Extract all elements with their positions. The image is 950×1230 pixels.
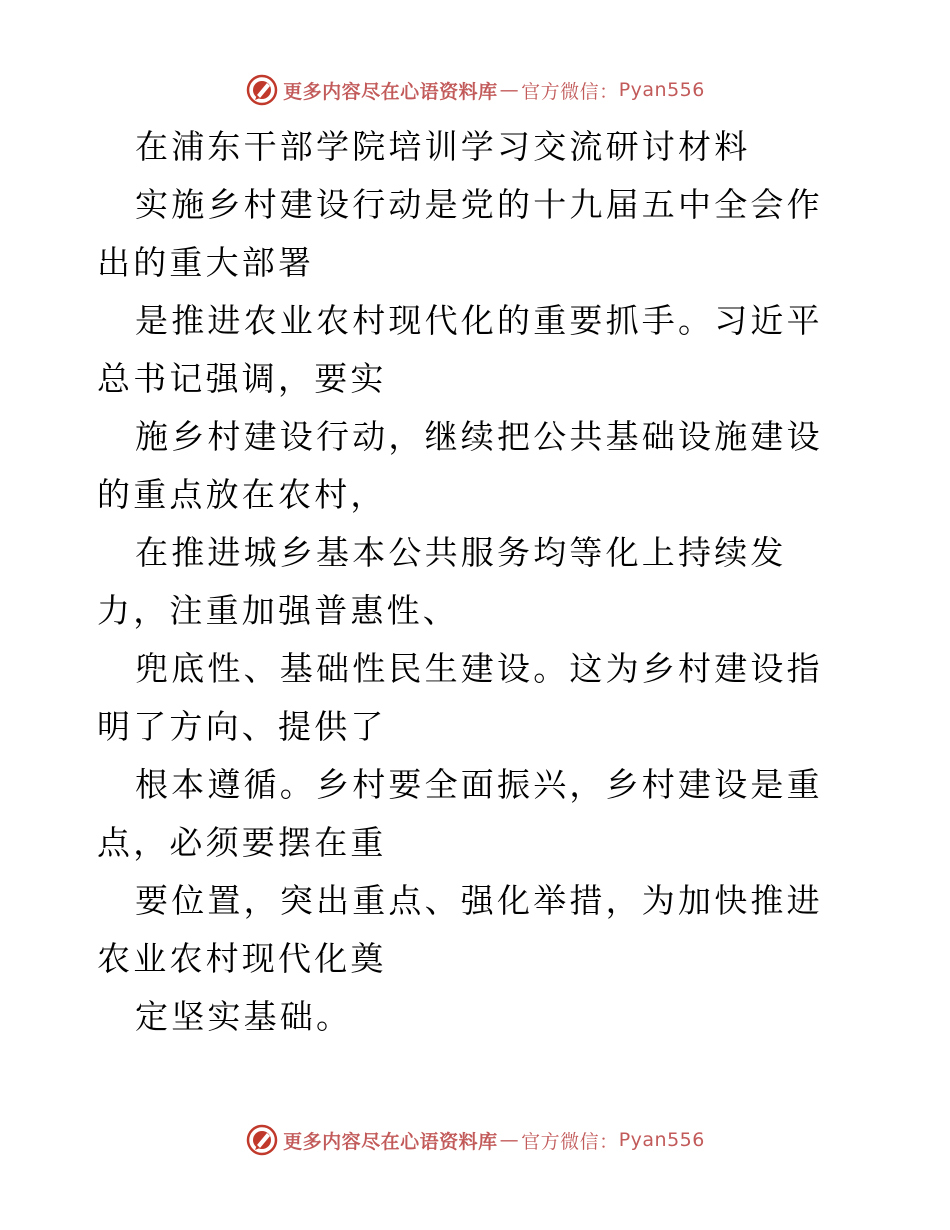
paragraph: 实施乡村建设行动是党的十九届五中全会作出的重大部署 [97,185,823,282]
paragraph: 在推进城乡基本公共服务均等化上持续发力，注重加强普惠性、 [97,533,787,630]
paragraph: 定坚实基础。 [135,997,353,1036]
paragraph: 根本遵循。乡村要全面振兴，乡村建设是重点，必须要摆在重 [97,765,823,862]
footer-watermark [0,1122,950,1158]
watermark-account-id: Pyan556 [618,79,705,101]
header-watermark [0,72,950,108]
watermark-account-label: 官方微信： [521,1130,619,1153]
paragraph: 是推进农业农村现代化的重要抓手。习近平总书记强调，要实 [97,301,823,398]
watermark-account-label: 官方微信： [521,80,619,103]
document-title: 在浦东干部学院培训学习交流研讨材料 [135,127,751,166]
watermark-dash: — [499,79,520,101]
pen-logo-icon [245,1123,279,1157]
paragraph: 要位置，突出重点、强化举措，为加快推进农业农村现代化奠 [97,881,823,978]
document-body [97,118,857,1046]
watermark-main-text: 更多内容尽在心语资料库 [283,1130,498,1153]
watermark-main-text: 更多内容尽在心语资料库 [283,80,498,103]
paragraph: 兜底性、基础性民生建设。这为乡村建设指明了方向、提供了 [97,649,823,746]
watermark-account-id: Pyan556 [618,1129,705,1151]
watermark-dash: — [499,1129,520,1151]
paragraph: 施乡村建设行动，继续把公共基础设施建设的重点放在农村， [97,417,823,514]
pen-logo-icon [245,73,279,107]
